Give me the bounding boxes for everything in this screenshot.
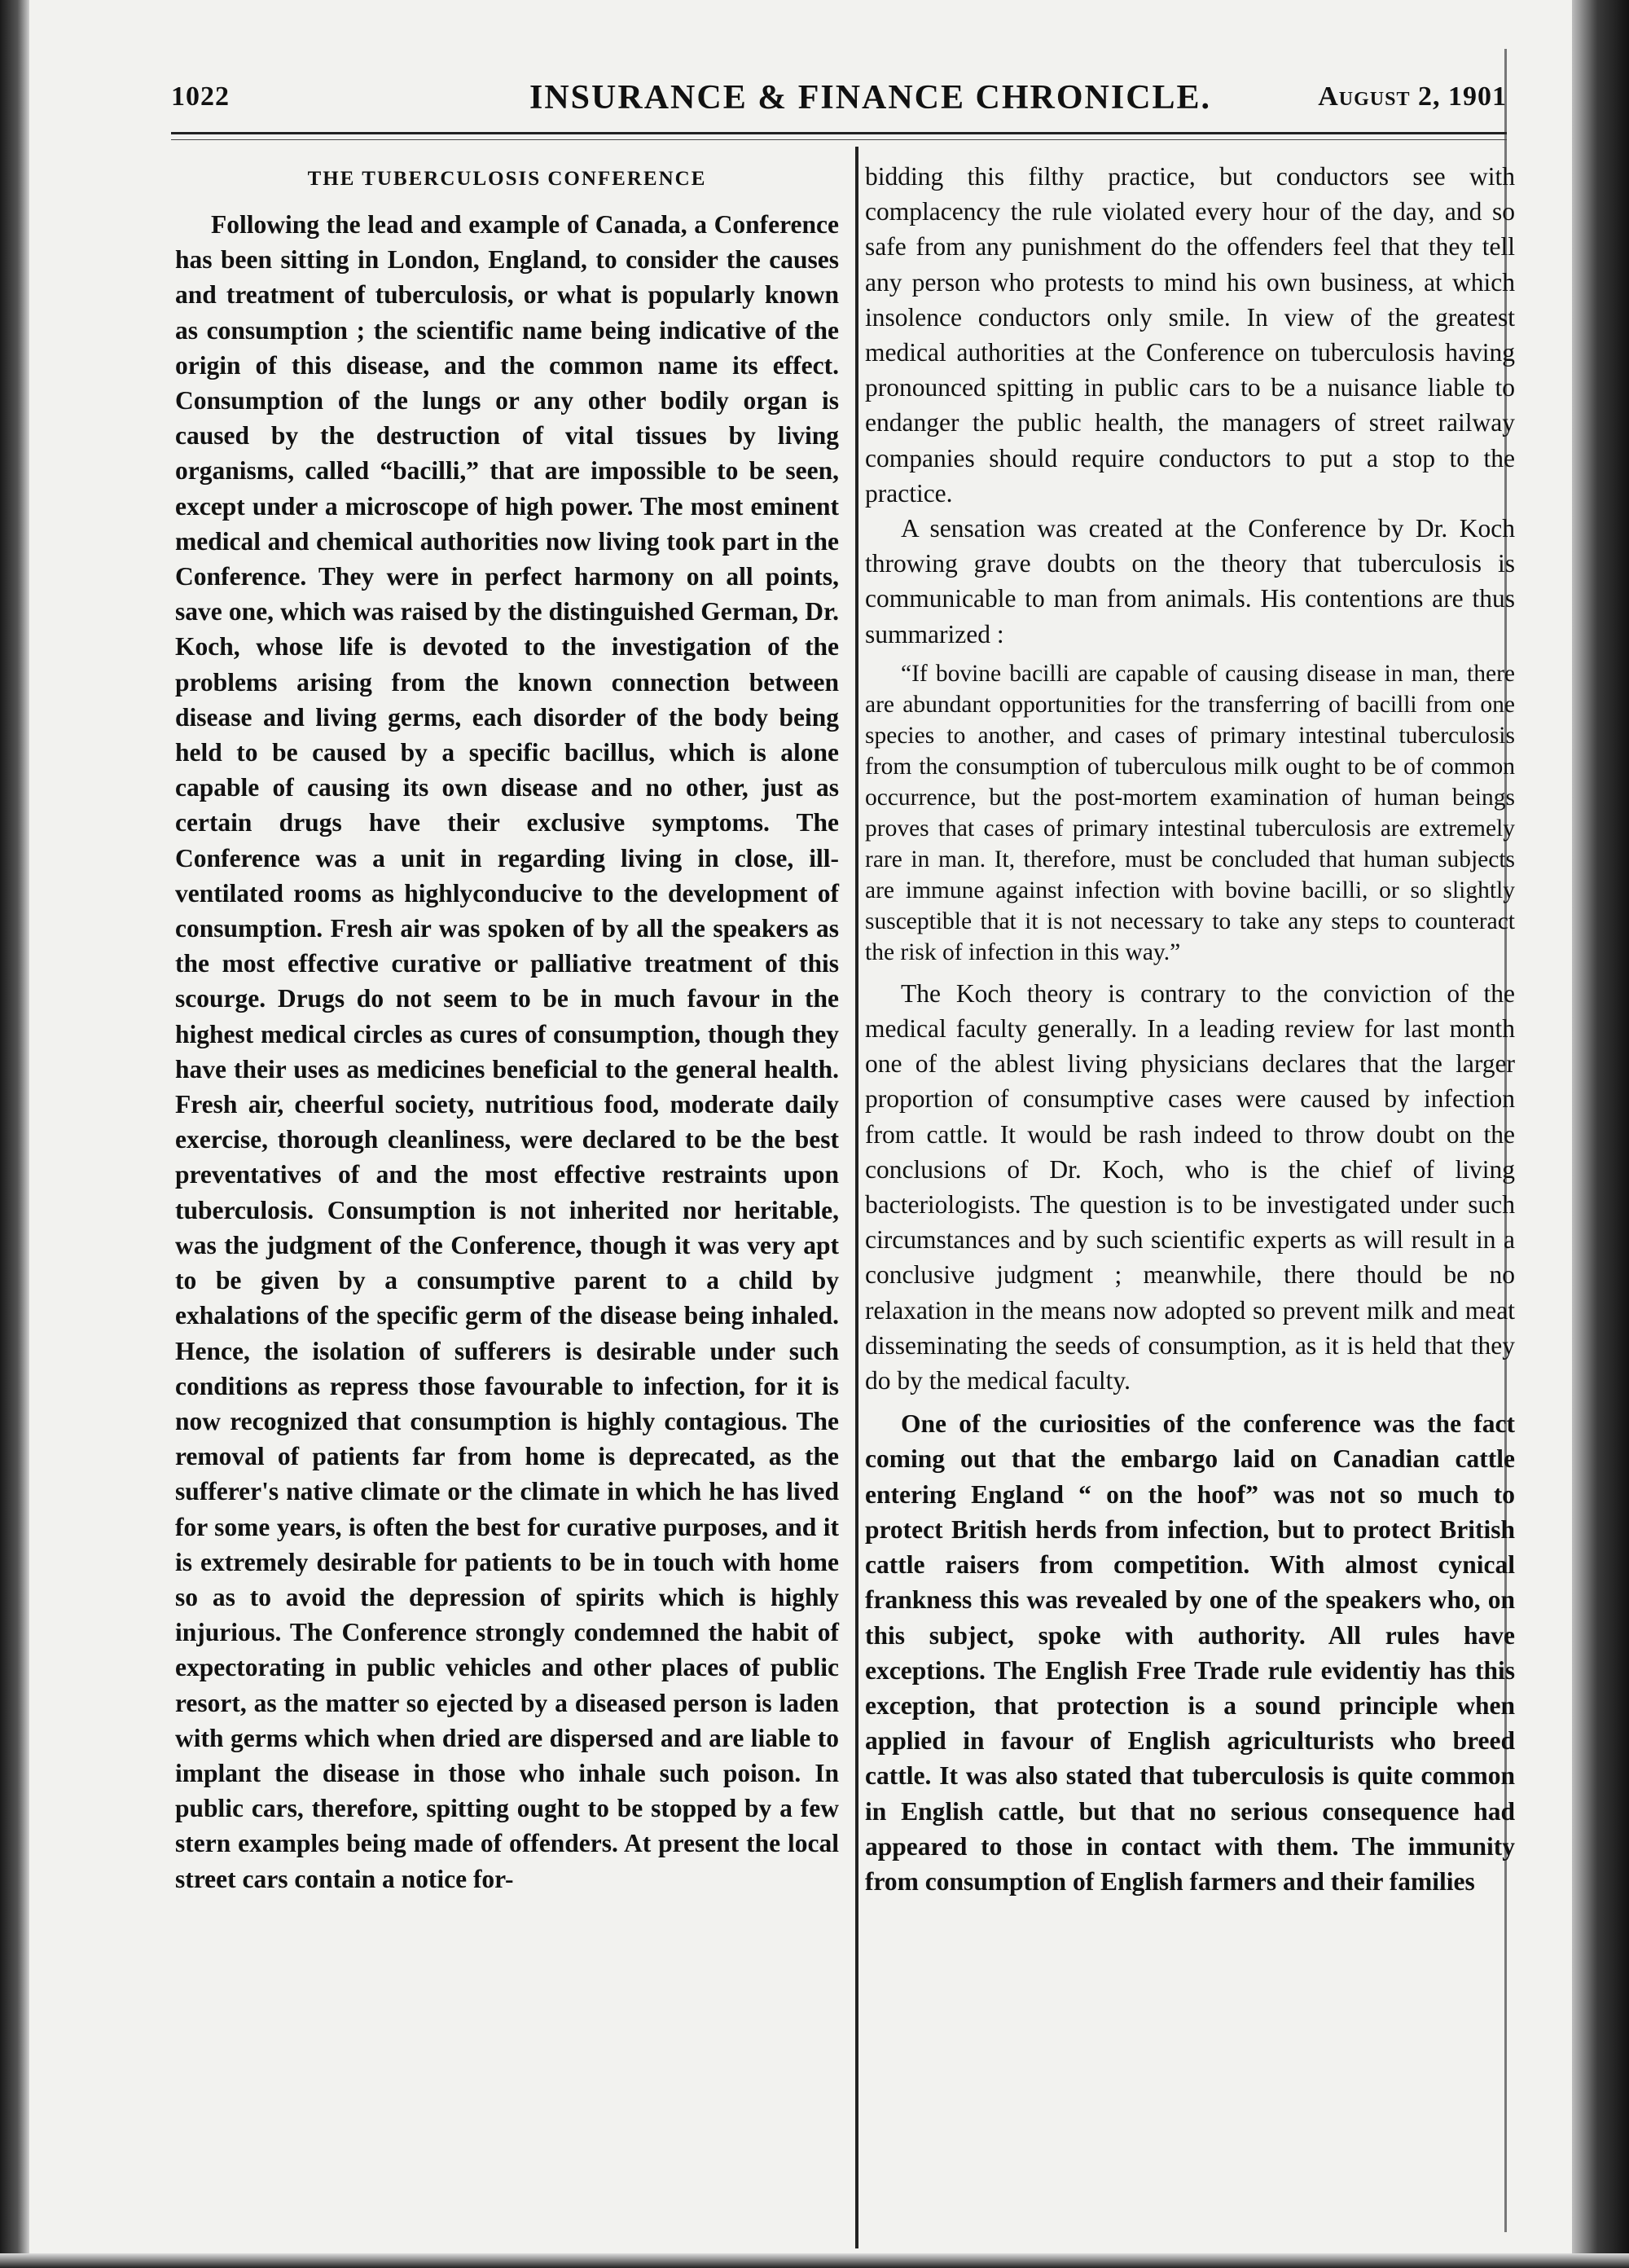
koch-quote: “If bovine bacilli are capable of causing disease in man, there are abundant opportunities for the transferring of bacilli from one species to another, and cases of primary intestinal tuberculosis from the consumption of tuberculous milk ought to be of common occurrence, but the post-mortem examination of human beings proves that cases of primary intestinal tuberculosis are extremely rare in man. It, therefore, must be concluded that human subjects are immune against infection with bovine bacilli, or so slightly susceptible that it is not necessary to take any steps to counteract the risk of infection in this way.” [865, 660, 1515, 965]
column-divider [855, 147, 858, 2248]
scan-edge-bottom [0, 2253, 1629, 2268]
scan-edge-right [1572, 0, 1629, 2268]
issue-date: August 2, 1901 [1318, 81, 1507, 112]
article-paragraph-continuation: bidding this filthy practice, but conductors see with complacency the rule violated every hour of the day, and so safe from any punishment do the offenders feel that they tell any person who protests to mind his own business, at which insolence conductors only smile. In view of the greatest medical authorities at the Conference on tuberculosis having pronounced spitting in public cars to be a nuisance liable to endanger the public health, the managers of street railway companies should require conductors to put a stop to the practice. [865, 162, 1515, 508]
page-header [171, 78, 1507, 127]
scan-edge-left [0, 0, 29, 2268]
article-paragraph-2: A sensation was created at the Conference by Dr. Koch throwing grave doubts on the theory that tuberculosis is communicable to man from animals. His contentions are thus summarized : [865, 514, 1515, 648]
page-number: 1022 [171, 81, 230, 112]
header-rule [171, 132, 1507, 140]
article-paragraph-1: Following the lead and example of Canada, a Conference has been sitting in London, England, to consider the causes and treatment of tuberculosis, or what is popularly known as consumption ; the scientific name being indicative of the origin of this disease, and the common name its effect. Consumption of the lungs or any other bodily organ is caused by the destruction of vital tissues by living organisms, called “bacilli,” that are impossible to be seen, except under a microscope of high power. The most eminent medical and chemical authorities now living took part in the Conference. They were in perfect harmony on all points, save one, which was raised by the distinguished German, Dr. Koch, whose life is devoted to the investigation of the problems arising from the known connection between disease and living germs, each disorder of the body being held to be caused by a specific bacillus, which is alone capable of causing its own disease and no other, just as certain drugs have their exclusive symptoms. The Conference was a unit in regarding living in close, ill-ventilated rooms as highlyconducive to the development of consumption. Fresh air was spoken of by all the speakers as the most effective curative or palliative treatment of this scourge. Drugs do not seem to be in much favour in the highest medical circles as cures of consumption, though they have their uses as medicines beneficial to the general health. Fresh air, cheerful society, nutritious food, moderate daily exercise, thorough cleanliness, were declared to be the best preventatives of and the most effective restraints upon tuberculosis. Consumption is not inherited nor heritable, was the judgment of the Conference, though it was very apt to be given by a consumptive parent to a child by exhalations of the specific germ of the disease being inhaled. Hence, the isolation of sufferers is desirable under such conditions as repress those favourable to infection, for it is now recognized that consumption is highly contagious. The removal of patients far from home is deprecated, as the sufferer's native climate or the climate in which he has lived for some years, is often the best for curative purposes, and it is extremely desirable for patients to be in touch with home so as to avoid the depression of spirits which is highly injurious. The Conference strongly condemned the habit of expectorating in public vehicles and other places of public resort, as the matter so ejected by a diseased person is laden with germs which when dried are dispersed and are liable to implant the disease in those who inhale such poison. In public cars, therefore, spitting ought to be stopped by a few stern examples being made of offenders. At present the local street cars contain a notice for- [175, 210, 839, 1893]
masthead-title: INSURANCE & FINANCE CHRONICLE. [529, 79, 1212, 116]
article-paragraph-4: One of the curiosities of the conference was the fact coming out that the embargo laid on Canadian cattle entering England “ on the hoof” was not so much to protect British herds from infection, but to protect British cattle raisers from competition. With almost cynical frankness this was revealed by one of the speakers who, on this subject, spoke with authority. All rules have exceptions. The English Free Trade rule evidentiy has this exception, that protection is a sound principle when applied in favour of English agriculturists who breed cattle. It was also stated that tuberculosis is quite common in English cattle, but that no serious consequence had appeared to those in contact with them. The immunity from consumption of English farmers and their families [865, 1409, 1515, 1896]
article-paragraph-3: The Koch theory is contrary to the conviction of the medical faculty generally. In a leading review for last month one of the ablest living physicians declares that the larger proportion of consumptive cases were caused by infection from cattle. It would be rash indeed to throw doubt on the conclusions of Dr. Koch, who is the chief of living bacteriologists. The question is to be investigated under such circumstances and by such scientific experts as will result in a conclusive judgment ; meanwhile, there thould be no relaxation in the means now adopted so prevent milk and meat disseminating the seeds of consumption, as it is held that they do by the medical faculty. [865, 978, 1515, 1396]
article-headline: THE TUBERCULOSIS CONFERENCE [307, 168, 707, 190]
left-column [175, 163, 839, 1897]
right-column [865, 159, 1515, 1899]
